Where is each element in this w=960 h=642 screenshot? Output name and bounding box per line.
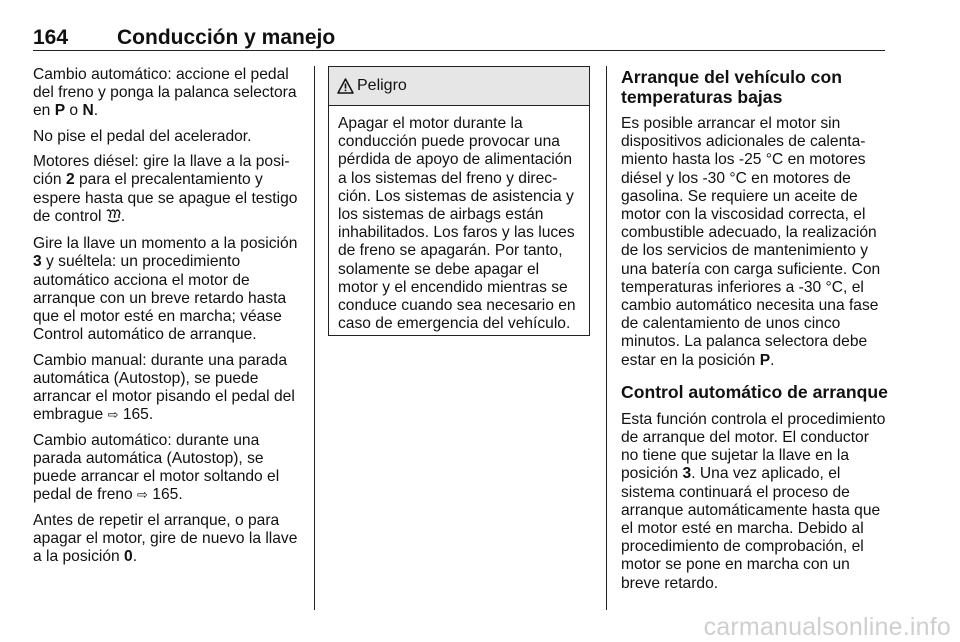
column-divider-right <box>606 66 607 610</box>
warning-header <box>329 67 589 106</box>
paragraph: Gire la llave un momento a la posición 3 y suéltela: un procedimiento automático acciona el motor de arranque con un breve retardo hasta que el motor esté en marcha; véase Control automático de arranque. <box>33 235 298 344</box>
paragraph: Cambio automático: accione el pedal del freno y ponga la palanca selectora en P o N. <box>33 66 297 120</box>
paragraph: Antes de repetir el arranque, o para apagar el motor, gire de nuevo la llave a la posición 0. <box>33 511 298 565</box>
arrow-right-icon: ⇨ <box>137 487 148 503</box>
paragraph: Motores diésel: gire la llave a la posición 2 para el precalentamiento y espere hasta que se apague el testigo de control . <box>33 153 301 228</box>
heading-auto-start-control: Control automático de arranque <box>621 381 888 402</box>
heading-cold-start: Arranque del vehículo con temperaturas bajas <box>621 67 842 107</box>
paragraph: Cambio manual: durante una parada automática (Autostop), se puede arrancar el motor pisando el pedal del embrague ⇨ 165. <box>33 351 295 424</box>
page-header <box>33 26 885 52</box>
page-number: 164 <box>33 26 69 49</box>
warning-title: Peligro <box>357 77 407 94</box>
paragraph: Cambio automático: durante una parada automática (Autostop), se puede arrancar el motor soltando el pedal de freno ⇨ 165. <box>33 431 280 504</box>
page-reference[interactable]: 165. <box>152 486 183 504</box>
warning-body <box>329 106 589 333</box>
warning-box <box>328 66 590 336</box>
warning-text: Apagar el motor durante la conducción puede provocar una pérdida de apoyo de alimentación a los sistemas del freno y dirección. Los sistemas de asistencia y los sistemas de airbags están inhabilitados. Los faros y las luces de freno se apagarán. Por tanto, solamente se debe apagar el motor y el encendido mientras se conduce cuando sea necesario en caso de emergencia del vehículo. <box>338 115 576 333</box>
section-title: Conducción y manejo <box>117 26 336 49</box>
paragraph: No pise el pedal del acelerador. <box>33 127 252 145</box>
glow-plug-indicator-icon <box>106 209 121 228</box>
paragraph: Esta función controla el procedimiento de arranque del motor. El conductor no tiene que sujetar la llave en la posición 3. Una vez aplicado, el sistema continuará el proceso de arranque automáticamente hasta que el motor esté en marcha. Debido al procedimiento de comprobación, el motor se pone en marcha con un breve retardo. <box>621 410 886 592</box>
arrow-right-icon: ⇨ <box>107 407 119 423</box>
warning-triangle-icon <box>337 78 354 94</box>
paragraph: Es posible arrancar el motor sin dispositivos adicionales de calentamiento hasta los -25 °C en motores diésel y los -30 °C en motores de gasolina. Se requiere un aceite de motor con la viscosidad correcta, el combustible adecuado, la realización de los servicios de mantenimiento y una batería con carga suficiente. Con temperaturas inferiores a -30 °C, el cambio automático necesita una fase de calentamiento de unos cinco minutos. La palanca selectora debe estar en la posición P. <box>621 115 881 369</box>
page-reference[interactable]: 165. <box>122 406 154 424</box>
column-left <box>33 66 301 573</box>
column-right <box>621 67 889 600</box>
header-rule <box>33 50 885 51</box>
column-divider-left <box>314 66 315 610</box>
watermark: carmanualsonline.info <box>703 613 951 641</box>
